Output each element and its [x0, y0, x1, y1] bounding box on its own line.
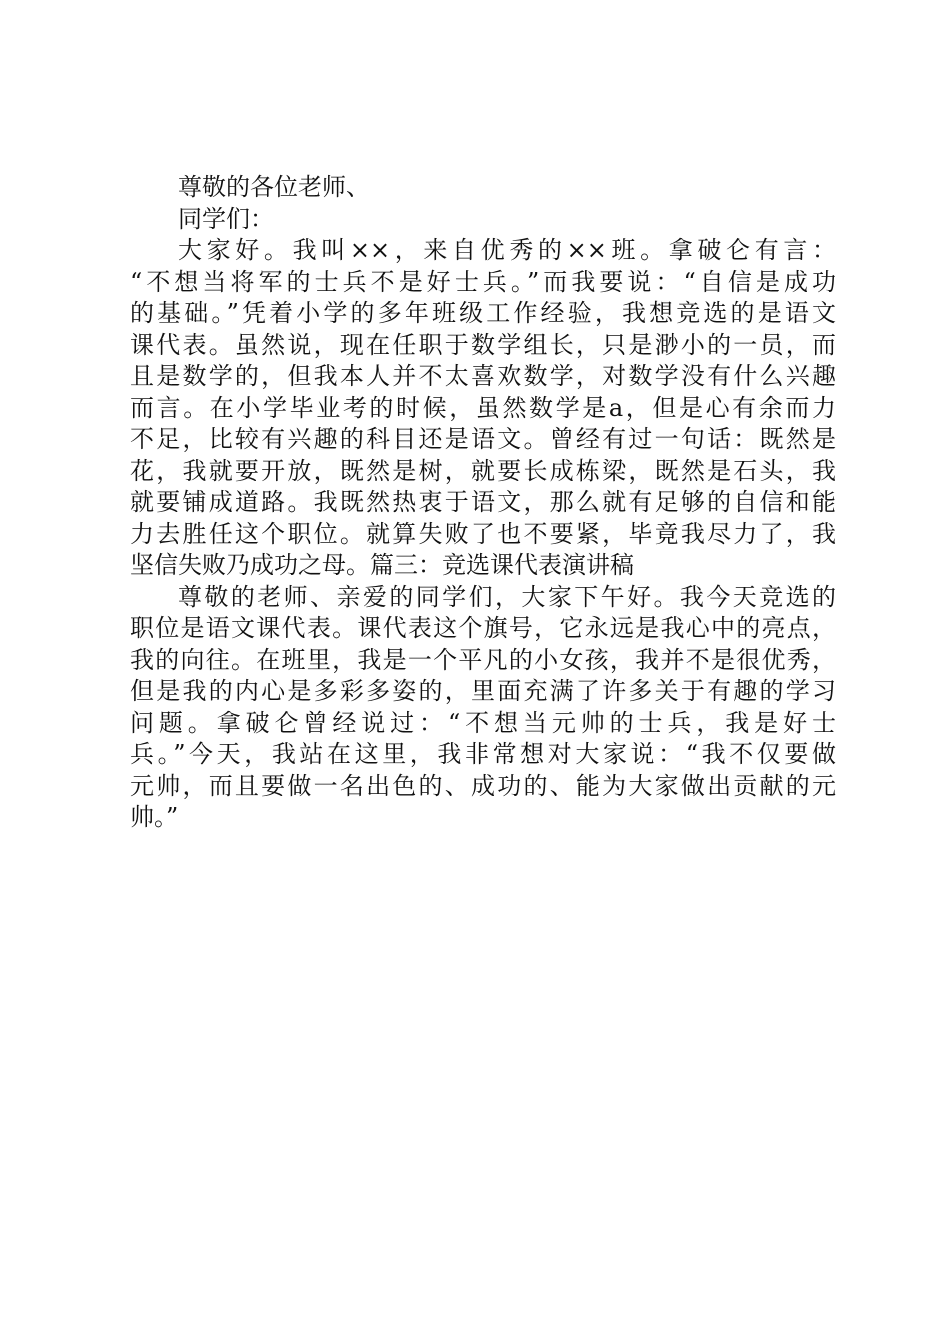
paragraph-1-line: “不想当将军的士兵不是好士兵。”而我要说：“自信是成功	[130, 267, 836, 296]
paragraph-1-line: 坚信失败乃成功之母。篇三：竞选课代表演讲稿	[130, 551, 634, 579]
salutation-line-2: 同学们：	[178, 204, 274, 233]
paragraph-1-line: 就要铺成道路。我既然热衷于语文，那么就有足够的自信和能	[130, 488, 836, 516]
paragraph-2-line: 元帅，而且要做一名出色的、成功的、能为大家做出贡献的元	[130, 771, 836, 800]
paragraph-2-line: 兵。”今天，我站在这里，我非常想对大家说：“我不仅要做	[130, 740, 836, 768]
paragraph-1-line: 大家好。我叫××，来自优秀的××班。拿破仑有言：	[178, 236, 836, 264]
paragraph-1-line: 力去胜任这个职位。就算失败了也不要紧，毕竟我尽力了，我	[130, 519, 836, 548]
speech-text	[130, 172, 836, 834]
paragraph-1-line: 且是数学的，但我本人并不太喜欢数学，对数学没有什么兴趣	[130, 362, 836, 390]
salutation-line-1: 尊敬的各位老师、	[178, 173, 370, 201]
paragraph-1-line: 课代表。虽然说，现在任职于数学组长，只是渺小的一员，而	[130, 330, 836, 359]
paragraph-2-line: 尊敬的老师、亲爱的同学们，大家下午好。我今天竞选的	[178, 582, 836, 611]
paragraph-2-line: 问题。拿破仑曾经说过：“不想当元帅的士兵，我是好士	[130, 708, 836, 737]
paragraph-2-line: 我的向往。在班里，我是一个平凡的小女孩，我并不是很优秀，	[130, 645, 836, 674]
paragraph-1-line: 不足，比较有兴趣的科目还是语文。曾经有过一句话：既然是	[130, 425, 836, 453]
paragraph-1-line: 的基础。”凭着小学的多年班级工作经验，我想竞选的是语文	[130, 299, 836, 327]
paragraph-1-line: 而言。在小学毕业考的时候，虽然数学是a，但是心有余而力	[130, 393, 836, 422]
paragraph-2-line: 帅。”	[130, 803, 179, 831]
paragraph-2-line: 职位是语文课代表。课代表这个旗号，它永远是我心中的亮点，	[130, 614, 836, 642]
paragraph-2-line: 但是我的内心是多彩多姿的，里面充满了许多关于有趣的学习	[130, 677, 836, 705]
paragraph-1-line: 花，我就要开放，既然是树，就要长成栋梁，既然是石头，我	[130, 456, 836, 485]
